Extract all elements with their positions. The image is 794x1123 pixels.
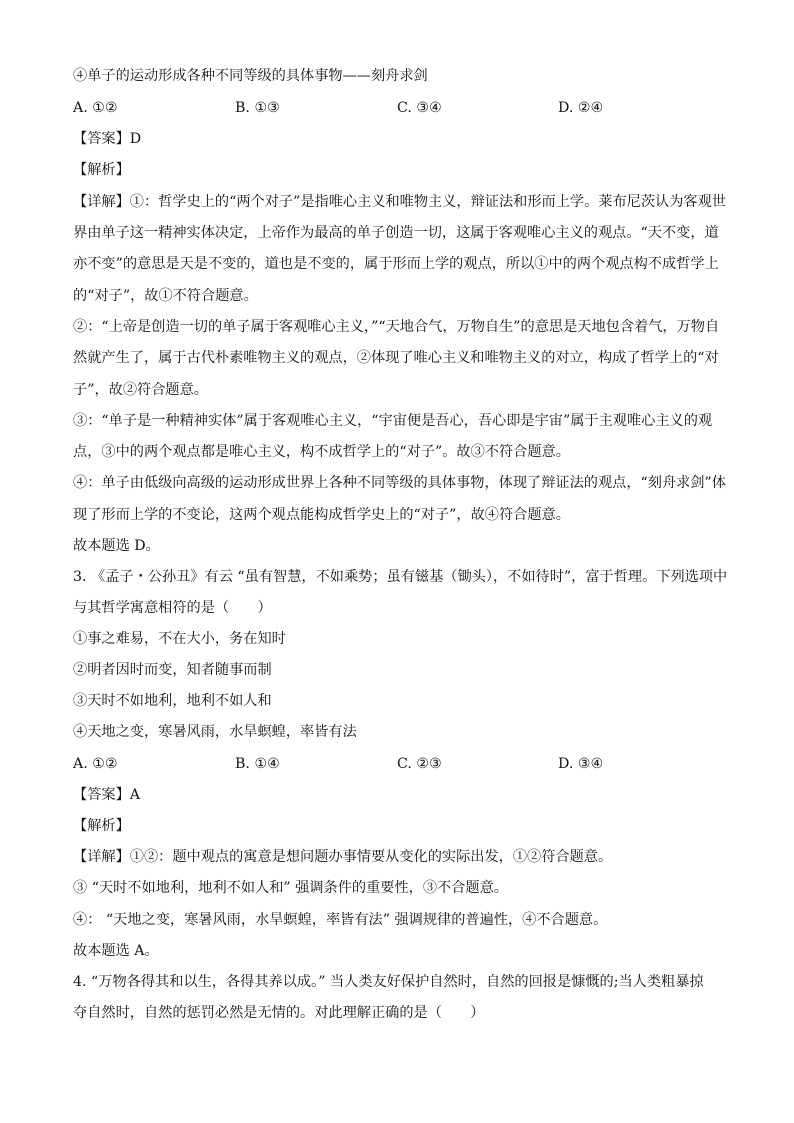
q2-option-b: B. ①③: [235, 100, 280, 116]
detail-text: ①②：题中观点的寓意是想问题办事情要从变化的实际出发，①②符合题意。: [129, 849, 613, 865]
q2-option-a: A. ①②: [73, 100, 118, 116]
q3-option-b: B. ①④: [235, 756, 280, 772]
q3-answer: [73, 785, 140, 805]
q2-detail-p1-line4: 的“对子”，故①不符合题意。: [73, 288, 258, 304]
q2-detail-p1-line3: 亦不变”的意思是天是不变的，道也是不变的，属于形而上学的观点，所以①中的两个观点构不成哲学上: [73, 256, 719, 272]
q3-option-c: C. ②③: [397, 756, 442, 772]
q3-item-2: ②明者因时而变，知者随事而制: [73, 662, 272, 678]
q2-detail-p3-line2: 点，③中的两个观点都是唯心主义，构不成哲学上的“对子”。故③不符合题意。: [73, 444, 570, 460]
q3-item-3: ③天时不如地利，地利不如人和: [73, 693, 272, 709]
q2-detail-p1-line1: [73, 192, 726, 212]
q2-detail-p1-line2: 界由单子这一精神实体决定，上帝作为最高的单子创造一切，这属于客观唯心主义的观点。“天不变，道: [73, 225, 719, 241]
q2-option-d: D. ②④: [558, 100, 604, 116]
q2-analysis-label: 【解析】: [73, 162, 130, 178]
q3-detail-line1: [73, 847, 612, 867]
q4-stem-line2: 夺自然时，自然的惩罚必然是无情的。对此理解正确的是（ ）: [73, 1005, 485, 1021]
q2-option-c: C. ③④: [397, 100, 442, 116]
q2-detail-p4-line1: ④：单子由低级向高级的运动形成世界上各种不同等级的具体事物，体现了辩证法的观点，“刻舟求剑”体: [73, 475, 726, 491]
q3-analysis-label: 【解析】: [73, 818, 130, 834]
answer-label: 【答案】: [73, 787, 130, 803]
q2-answer: [73, 129, 141, 149]
q3-stem-line2: 与其哲学寓意相符的是（ ）: [73, 600, 272, 616]
q3-item-4: ④天地之变，寒暑风雨，水旱螟蝗，率皆有法: [73, 724, 357, 740]
q2-detail-p2-line1: ②：“上帝是创造一切的单子属于客观唯心主义，”“天地合气，万物自生”的意思是天地包含着气，万物自: [73, 319, 720, 335]
detail-text: ①：哲学史上的“两个对子”是指唯心主义和唯物主义，辩证法和形而上学。莱布尼茨认为客观世: [129, 194, 726, 210]
q3-option-a: A. ①②: [73, 756, 118, 772]
q3-conclusion: 故本题选 A。: [73, 943, 159, 959]
q2-detail-p2-line3: 子”，故②符合题意。: [73, 382, 208, 398]
q3-detail-line3: ④： “天地之变，寒暑风雨，水旱螟蝗，率皆有法” 强调规律的普遍性，④不合题意。: [73, 912, 608, 928]
q3-item-1: ①事之难易，不在大小，务在知时: [73, 631, 286, 647]
q3-detail-line2: ③ “天时不如地利，地利不如人和” 强调条件的重要性，③不合题意。: [73, 880, 508, 896]
q2-conclusion: 故本题选 D。: [73, 538, 160, 554]
q2-item-4: ④单子的运动形成各种不同等级的具体事物——刻舟求剑: [73, 68, 428, 84]
answer-value: A: [129, 787, 141, 803]
q4-stem-line1: 4. “万物各得其和以生，各得其养以成。” 当人类友好保护自然时，自然的回报是慷慨的;当人类粗暴掠: [73, 974, 704, 990]
q2-detail-p4-line2: 现了形而上学的不变论，这两个观点能构成哲学史上的“对子”，故④符合题意。: [73, 507, 570, 523]
q2-detail-p3-line1: ③：“单子是一种精神实体”属于客观唯心主义，“宇宙便是吾心，吾心即是宇宙”属于主观唯心主义的观: [73, 413, 713, 429]
answer-label: 【答案】: [73, 131, 130, 147]
q2-detail-p2-line2: 然就产生了，属于古代朴素唯物主义的观点，②体现了唯心主义和唯物主义的对立，构成了哲学上的“对: [73, 350, 719, 366]
answer-value: D: [129, 131, 142, 147]
q3-stem-line1: 3. 《孟子・公孙丑》有云 “虽有智慧，不如乘势；虽有镃基（锄头），不如待时”，富于哲理。下列选项中: [73, 569, 728, 585]
detail-label: 【详解】: [73, 849, 130, 865]
detail-label: 【详解】: [73, 194, 130, 210]
q3-option-d: D. ③④: [558, 756, 604, 772]
